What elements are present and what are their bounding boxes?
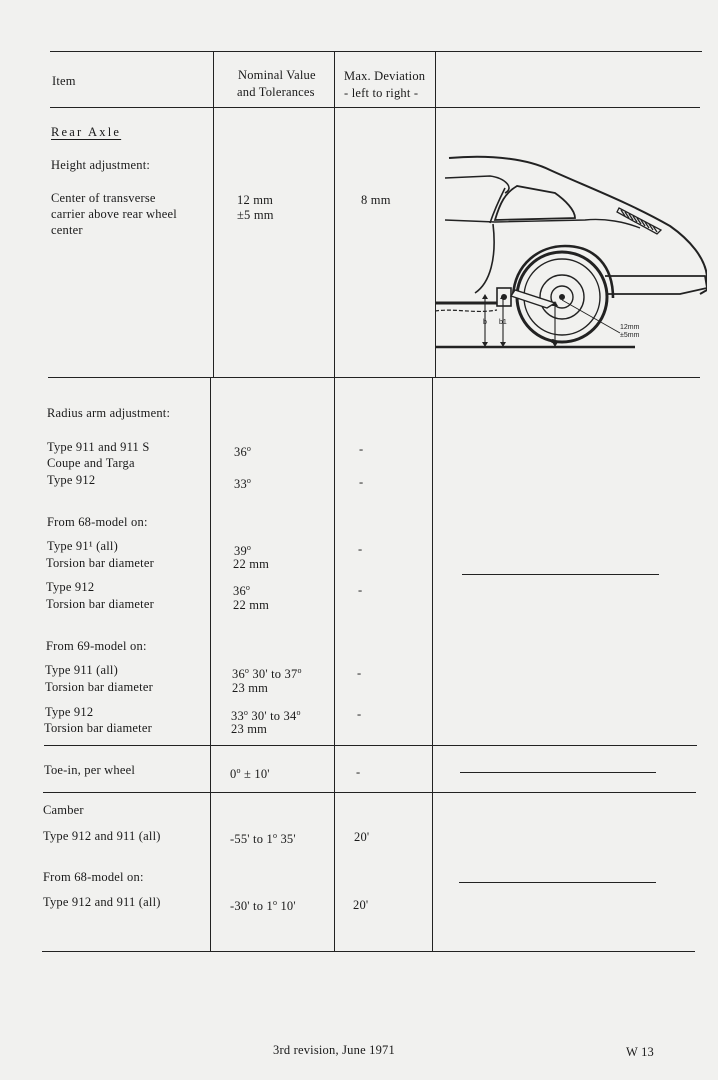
dim-label-5mm: ±5mm (620, 332, 640, 339)
radius-row2-deviation: - (359, 475, 364, 489)
column-divider-1-lower (210, 377, 211, 951)
camber-fill-line (459, 882, 656, 883)
center-label-line1: Center of transverse (51, 191, 156, 205)
radius-row5-line2: Torsion bar diameter (45, 680, 153, 694)
toe-in-fill-line (460, 772, 656, 773)
camber-row2-label: Type 912 and 911 (all) (43, 895, 161, 909)
radius-row1-line2: Coupe and Targa (47, 456, 135, 470)
radius-row1-line1: Type 911 and 911 S (47, 440, 150, 454)
center-deviation: 8 mm (361, 193, 391, 207)
toe-in-value: $0^o \pm 10'$ (230, 766, 270, 781)
header-nominal-line2: and Tolerances (237, 85, 315, 99)
camber-row1-label: Type 912 and 911 (all) (43, 829, 161, 843)
from-69-label: From 69-model on: (46, 639, 147, 653)
radius-row4-value1: 36$^o$ (233, 583, 251, 598)
column-divider-2 (334, 51, 335, 378)
center-label-line2: carrier above rear wheel (51, 207, 177, 221)
column-divider-2-lower (334, 377, 335, 951)
center-nominal-line2: ±5 mm (237, 208, 274, 222)
rear-axle-height-diagram (435, 148, 707, 353)
radius-row6-line1: Type 912 (45, 705, 94, 719)
header-nominal-line1: Nominal Value (238, 68, 316, 82)
page-number: W 13 (626, 1045, 654, 1059)
radius-row3-value2: 22 mm (233, 557, 270, 571)
column-divider-1 (213, 51, 214, 378)
radius-row6-value2: 23 mm (231, 722, 268, 736)
rear-axle-title: Rear Axle (51, 125, 122, 139)
camber-row1-deviation: 20' (354, 830, 370, 844)
radius-row1-value: 36$^o$ (234, 444, 252, 459)
camber-row2-value: -30' to 1$^o$ 10' (230, 898, 296, 913)
table-top-rule (50, 51, 702, 52)
camber-row1-value: -55' to 1$^o$ 35' (230, 831, 296, 846)
radius-row4-deviation: - (358, 583, 363, 597)
radius-row3-line2: Torsion bar diameter (46, 556, 154, 570)
toe-in-label: Toe-in, per wheel (44, 763, 136, 777)
radius-row5-line1: Type 911 (all) (45, 663, 118, 677)
header-deviation-line2: - left to right - (344, 86, 419, 100)
radius-row4-line2: Torsion bar diameter (46, 597, 154, 611)
radius-row5-deviation: - (357, 666, 362, 680)
label-b: b (483, 319, 487, 326)
label-b1: b1 (499, 319, 507, 326)
radius-row6-line2: Torsion bar diameter (44, 721, 152, 735)
radius-arm-fill-line (462, 574, 659, 575)
radius-row1-deviation: - (359, 442, 364, 456)
header-deviation-line1: Max. Deviation (344, 69, 426, 83)
camber-from-68-label: From 68-model on: (43, 870, 144, 884)
center-label-line3: center (51, 223, 83, 237)
from-68-label: From 68-model on: (47, 515, 148, 529)
toe-in-deviation: - (356, 765, 361, 779)
height-adjustment-label: Height adjustment: (51, 158, 151, 172)
radius-row6-value1: 33$^o$ 30' to 34$^o$ (231, 708, 301, 723)
radius-arm-bottom-rule (44, 745, 697, 746)
radius-row3-line1: Type 91¹ (all) (47, 539, 118, 553)
table-bottom-rule (42, 951, 695, 952)
toe-in-bottom-rule (43, 792, 696, 793)
radius-row5-value1: 36$^o$ 30' to 37$^o$ (232, 666, 302, 681)
camber-title: Camber (43, 803, 84, 817)
header-item: Item (52, 74, 76, 88)
rear-axle-bottom-rule (48, 377, 700, 378)
revision-note: 3rd revision, June 1971 (273, 1043, 395, 1057)
radius-arm-title: Radius arm adjustment: (47, 406, 171, 420)
header-bottom-rule (50, 107, 700, 108)
camber-row2-deviation: 20' (353, 898, 369, 912)
dim-label-12mm: 12mm (620, 324, 640, 331)
radius-row2-value: 33$^o$ (234, 476, 252, 491)
radius-row6-deviation: - (357, 707, 362, 721)
radius-row3-value1: 39$^o$ (234, 543, 252, 558)
label-a: a (551, 338, 555, 345)
column-divider-3-lower (432, 377, 433, 951)
center-nominal-line1: 12 mm (237, 193, 274, 207)
radius-row4-value2: 22 mm (233, 598, 270, 612)
radius-row4-line1: Type 912 (46, 580, 95, 594)
radius-row3-deviation: - (358, 542, 363, 556)
radius-row2-line1: Type 912 (47, 473, 96, 487)
radius-row5-value2: 23 mm (232, 681, 269, 695)
